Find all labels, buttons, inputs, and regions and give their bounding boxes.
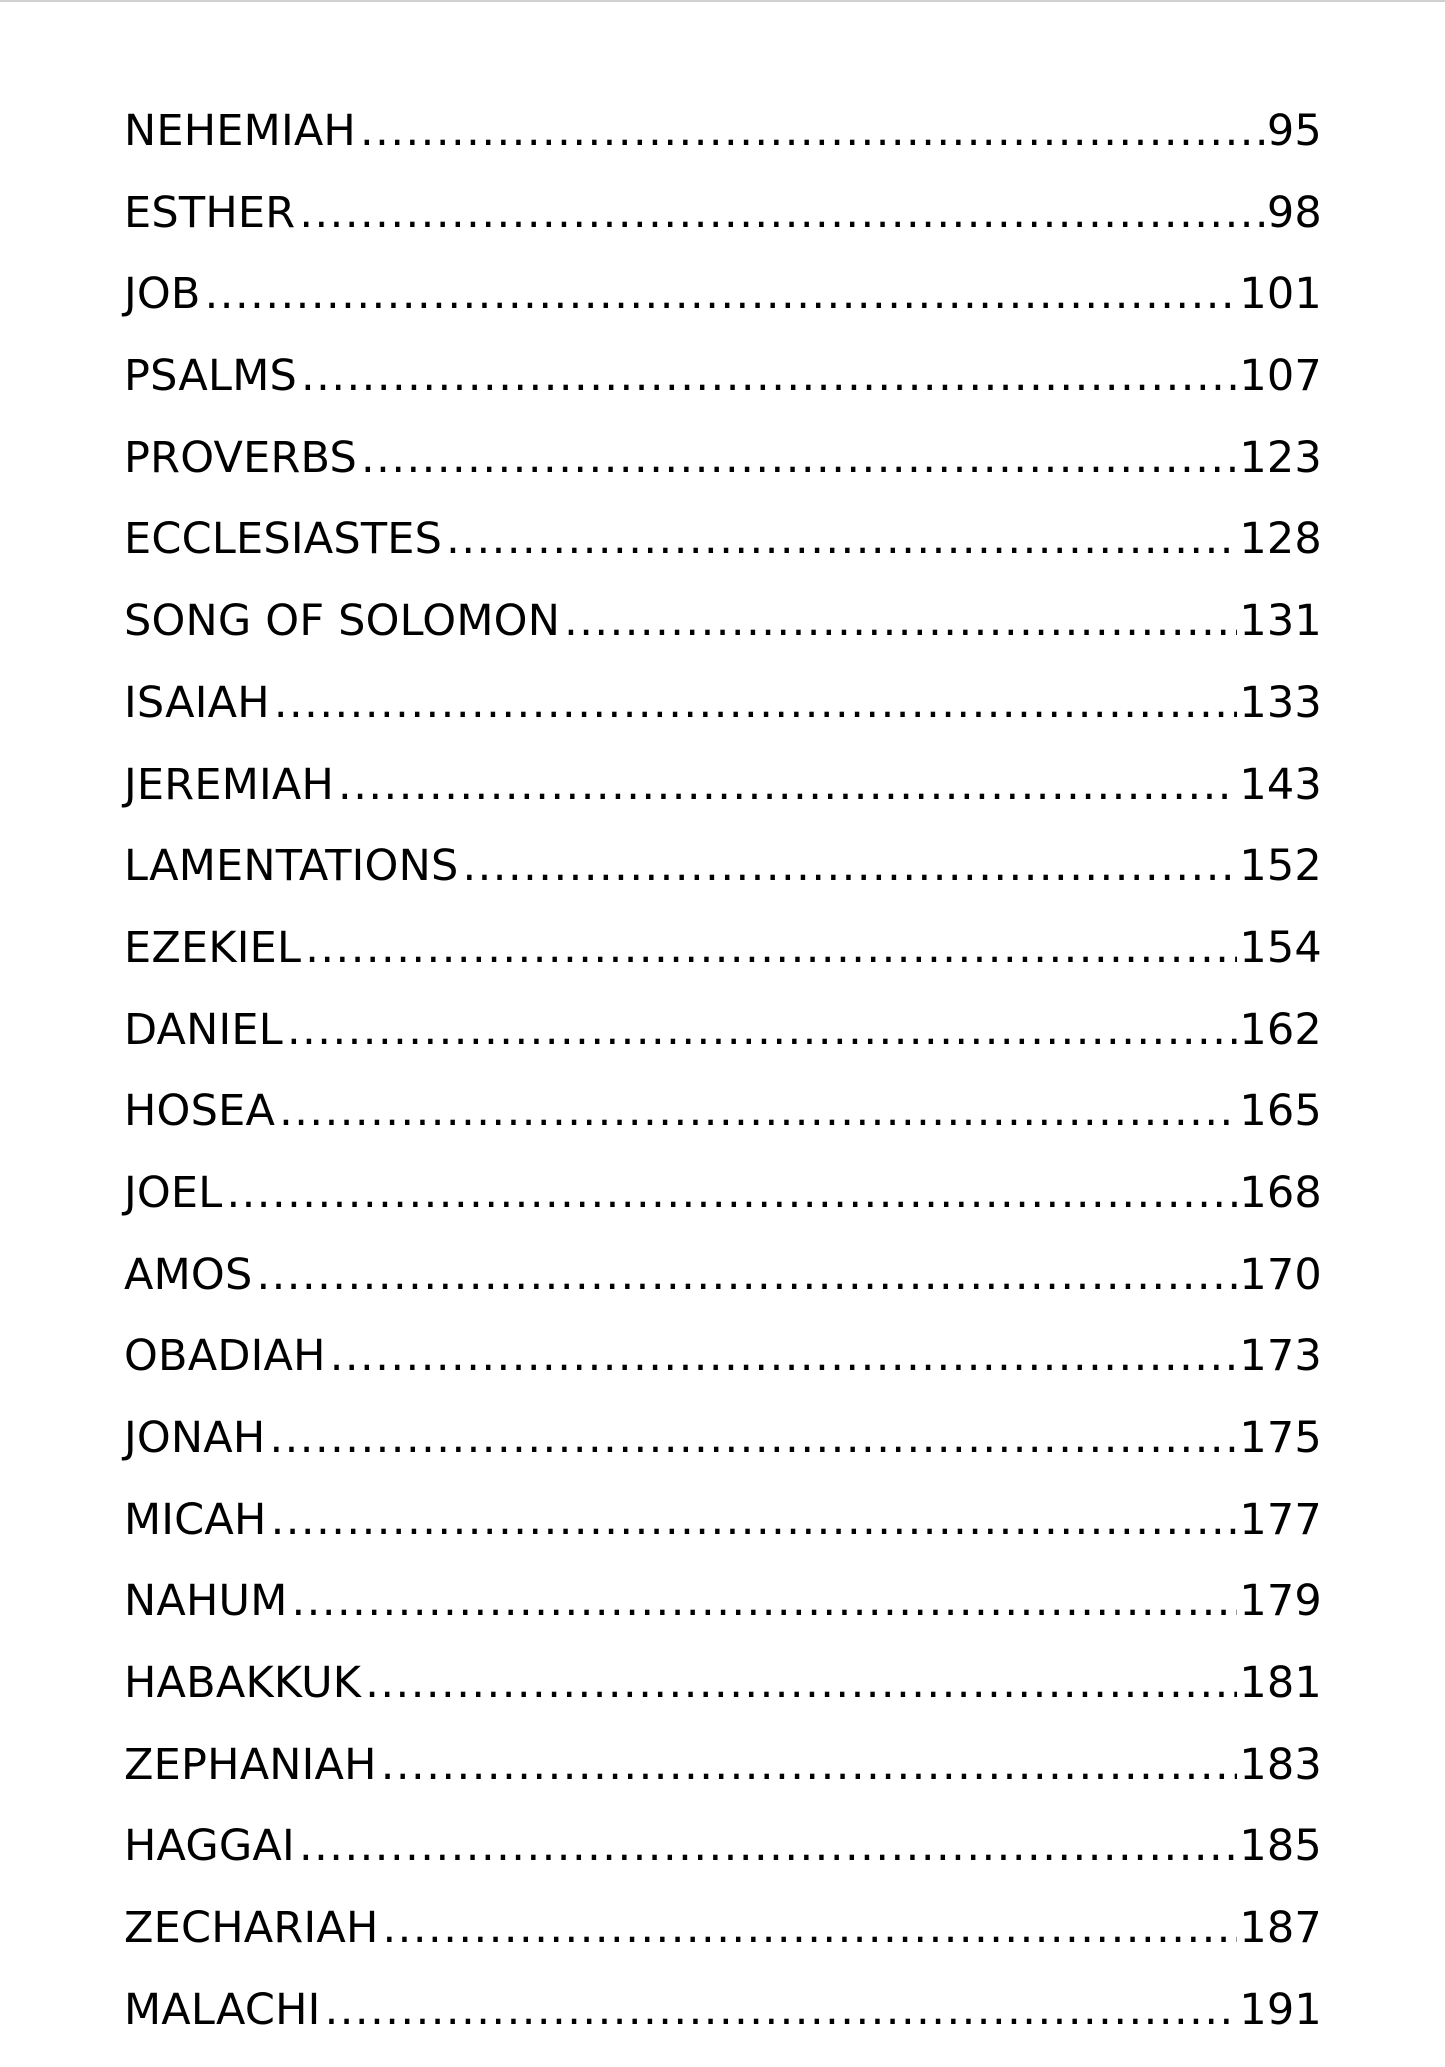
toc-entry[interactable] xyxy=(124,1658,1322,1740)
toc-entry[interactable] xyxy=(124,1413,1322,1495)
toc-entry-page: 162 xyxy=(1239,1004,1322,1055)
toc-dot-leader xyxy=(325,1985,1238,2035)
toc-entry-title: HOSEA xyxy=(124,1086,276,1137)
toc-entry-title: MALACHI xyxy=(124,1984,321,2035)
toc-entry-title: LAMENTATIONS xyxy=(124,841,459,892)
toc-entry-title: ECCLESIASTES xyxy=(124,514,443,565)
toc-entry-title: JEREMIAH xyxy=(124,759,335,810)
toc-entry-title: PROVERBS xyxy=(124,432,357,483)
toc-entry-title: JOEL xyxy=(124,1167,223,1218)
toc-entry-title: ZECHARIAH xyxy=(124,1903,379,1954)
toc-dot-leader xyxy=(269,1413,1237,1463)
toc-dot-leader xyxy=(279,1086,1237,1136)
toc-entry-title: HAGGAI xyxy=(124,1821,295,1872)
toc-dot-leader xyxy=(462,841,1237,891)
toc-entry-page: 165 xyxy=(1239,1086,1322,1137)
toc-entry-page: 154 xyxy=(1239,922,1322,973)
toc-entry-page: 185 xyxy=(1239,1821,1322,1872)
toc-dot-leader xyxy=(338,760,1237,810)
toc-entry[interactable] xyxy=(124,1740,1322,1822)
toc-entry-page: 170 xyxy=(1239,1249,1322,1300)
toc-entry-title: JONAH xyxy=(124,1413,266,1463)
toc-dot-leader xyxy=(274,678,1237,728)
toc-entry[interactable] xyxy=(124,841,1322,923)
toc-entry-page: 133 xyxy=(1239,677,1322,728)
toc-entry-page: 107 xyxy=(1239,351,1322,402)
toc-entry[interactable] xyxy=(124,1985,1322,2067)
toc-entry-page: 123 xyxy=(1239,432,1322,483)
toc-dot-leader xyxy=(361,433,1237,483)
toc-entry[interactable] xyxy=(124,760,1322,842)
toc-entry-title: DANIEL xyxy=(124,1004,283,1055)
toc-entry-page: 101 xyxy=(1239,269,1322,320)
toc-entry[interactable] xyxy=(124,923,1322,1005)
toc-dot-leader xyxy=(564,596,1237,646)
toc-dot-leader xyxy=(205,269,1238,319)
toc-dot-leader xyxy=(226,1168,1237,1218)
toc-dot-leader xyxy=(381,1740,1238,1790)
toc-entry-title: PSALMS xyxy=(124,351,297,402)
toc-entry-title: SONG OF SOLOMON xyxy=(124,596,561,647)
toc-entry[interactable] xyxy=(124,1168,1322,1250)
toc-entry-title: ZEPHANIAH xyxy=(124,1739,377,1790)
toc-entry[interactable] xyxy=(124,1903,1322,1985)
toc-entry-page: 131 xyxy=(1239,596,1322,647)
toc-entry-page: 183 xyxy=(1239,1739,1322,1790)
toc-entry-title: EZEKIEL xyxy=(124,922,302,973)
table-of-contents xyxy=(124,106,1322,2067)
toc-entry-page: 95 xyxy=(1266,106,1322,156)
toc-entry[interactable] xyxy=(124,514,1322,596)
toc-entry-page: 128 xyxy=(1239,514,1322,565)
toc-dot-leader xyxy=(446,514,1237,564)
toc-entry[interactable] xyxy=(124,106,1322,188)
toc-entry-page: 177 xyxy=(1239,1494,1322,1545)
toc-entry-page: 173 xyxy=(1239,1331,1322,1382)
toc-dot-leader xyxy=(305,923,1237,973)
toc-entry-page: 98 xyxy=(1266,187,1322,238)
toc-entry[interactable] xyxy=(124,1005,1322,1087)
toc-entry[interactable] xyxy=(124,596,1322,678)
toc-entry[interactable] xyxy=(124,1495,1322,1577)
toc-entry[interactable] xyxy=(124,1250,1322,1332)
toc-entry[interactable] xyxy=(124,678,1322,760)
toc-entry-title: MICAH xyxy=(124,1494,267,1545)
toc-entry-page: 143 xyxy=(1239,759,1322,810)
toc-entry-page: 152 xyxy=(1239,841,1322,892)
toc-entry-page: 191 xyxy=(1239,1984,1322,2035)
toc-entry-title: AMOS xyxy=(124,1249,253,1300)
toc-entry-page: 179 xyxy=(1239,1576,1322,1627)
toc-entry-title: JOB xyxy=(124,269,201,320)
toc-dot-leader xyxy=(365,1658,1237,1708)
toc-dot-leader xyxy=(360,106,1265,156)
toc-entry[interactable] xyxy=(124,269,1322,351)
toc-entry-page: 168 xyxy=(1239,1167,1322,1218)
toc-dot-leader xyxy=(287,1005,1237,1055)
page-top-border xyxy=(0,0,1445,2)
toc-dot-leader xyxy=(383,1903,1238,1953)
toc-entry[interactable] xyxy=(124,1821,1322,1903)
toc-dot-leader xyxy=(299,1821,1237,1871)
toc-entry-page: 175 xyxy=(1239,1413,1322,1463)
toc-dot-leader xyxy=(330,1331,1238,1381)
toc-entry-page: 187 xyxy=(1239,1903,1322,1954)
toc-dot-leader xyxy=(256,1250,1237,1300)
toc-dot-leader xyxy=(271,1495,1238,1545)
toc-entry-title: HABAKKUK xyxy=(124,1658,362,1709)
toc-entry[interactable] xyxy=(124,1576,1322,1658)
toc-entry[interactable] xyxy=(124,433,1322,515)
toc-entry-title: NAHUM xyxy=(124,1576,288,1627)
toc-entry[interactable] xyxy=(124,351,1322,433)
toc-entry-title: NEHEMIAH xyxy=(124,106,356,156)
toc-entry-title: ISAIAH xyxy=(124,677,270,728)
toc-entry[interactable] xyxy=(124,1086,1322,1168)
toc-entry[interactable] xyxy=(124,1331,1322,1413)
toc-dot-leader xyxy=(301,351,1237,401)
toc-entry-page: 181 xyxy=(1239,1658,1322,1709)
toc-dot-leader xyxy=(299,188,1265,238)
toc-entry-title: OBADIAH xyxy=(124,1331,326,1382)
toc-entry-title: ESTHER xyxy=(124,187,296,238)
toc-dot-leader xyxy=(292,1576,1238,1626)
toc-entry[interactable] xyxy=(124,188,1322,270)
